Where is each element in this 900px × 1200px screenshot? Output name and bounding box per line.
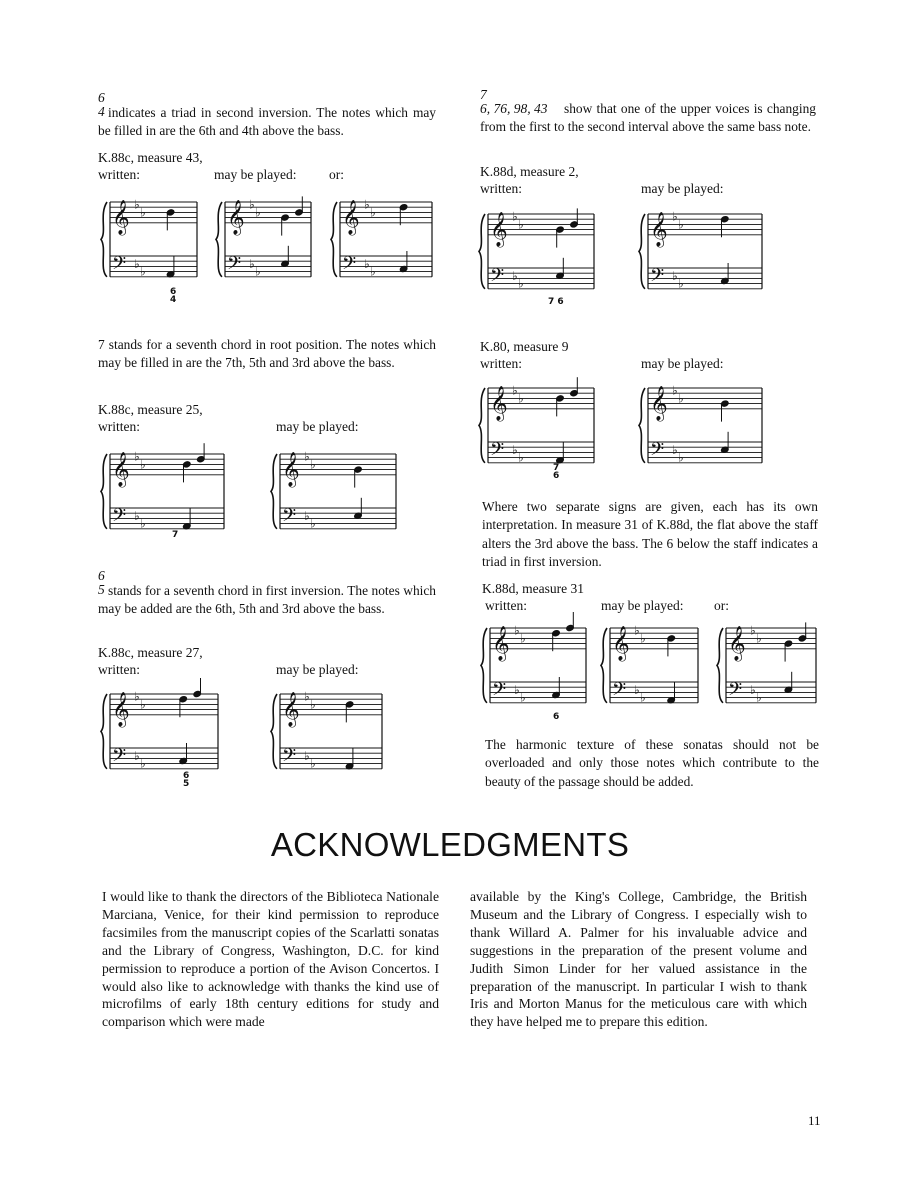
- treble-clef-icon: 𝄞: [492, 625, 510, 661]
- may-be-played-label: may be played:: [214, 167, 297, 182]
- written-label: written:: [480, 356, 522, 371]
- treble-clef-icon: 𝄞: [342, 199, 360, 235]
- treble-clef-icon: 𝄞: [282, 691, 300, 727]
- key-signature-flat-icon: ♭: [678, 391, 684, 406]
- bass-clef-icon: 𝄢: [112, 505, 127, 531]
- treble-clef-icon: 𝄞: [490, 211, 508, 247]
- key-signature-flat-icon: ♭: [310, 516, 316, 531]
- key-signature-flat-icon: ♭: [518, 217, 524, 232]
- brace: [479, 214, 485, 289]
- key-signature-flat-icon: ♭: [518, 391, 524, 406]
- key-signature-flat-icon: ♭: [672, 442, 678, 457]
- paragraph-changing-voices: show that one of the upper voices is changing from the first to the second interval above the same bass note.: [480, 101, 816, 135]
- written-label: written:: [98, 419, 140, 434]
- figured-bass: 6: [553, 712, 560, 722]
- bass-clef-icon: 𝄢: [492, 679, 507, 705]
- key-signature-flat-icon: ♭: [134, 449, 140, 464]
- may-be-played-label: may be played:: [641, 181, 724, 196]
- key-signature-flat-icon: ♭: [134, 748, 140, 763]
- bass-clef-icon: 𝄢: [490, 439, 505, 465]
- paragraph-seventh-root: 7 stands for a seventh chord in root position. The notes which may be filled in are the 7th, 5th and 3rd above the bass.: [98, 337, 436, 371]
- key-signature-flat-icon: ♭: [520, 631, 526, 646]
- key-signature-flat-icon: ♭: [756, 690, 762, 705]
- paragraph-seventh-first-inversion: stands for a seventh chord in first inversion. The notes which may be added are the 6th, 5th and 3rd above the bass.: [98, 583, 436, 617]
- key-signature-flat-icon: ♭: [512, 209, 518, 224]
- key-signature-flat-icon: ♭: [756, 631, 762, 646]
- figured-bass: 6 4: [170, 287, 177, 305]
- key-signature-flat-icon: ♭: [678, 276, 684, 291]
- treble-clef-icon: 𝄞: [227, 199, 245, 235]
- key-signature-flat-icon: ♭: [518, 276, 524, 291]
- treble-clef-icon: 𝄞: [112, 691, 130, 727]
- brace: [271, 454, 277, 529]
- key-signature-flat-icon: ♭: [134, 689, 140, 704]
- key-signature-flat-icon: ♭: [134, 508, 140, 523]
- brace: [101, 694, 107, 769]
- acknowledgments-left-column: I would like to thank the directors of the Biblioteca Nationale Marciana, Venice, for their kind permission to reproduce facsimiles from the manuscript copies of the Scarlatti sonatas and the Library of Congress, Washington, D.C. for kind permission to reproduce a portion of the Avison Concertos. I would also like to acknowledge with thanks the kind use of microfilms of early 18th century editions for study and comparison which were made: [102, 889, 439, 1030]
- figure-6-4: 6 4: [98, 90, 105, 119]
- key-signature-flat-icon: ♭: [310, 756, 316, 771]
- key-signature-flat-icon: ♭: [140, 457, 146, 472]
- written-label: written:: [98, 662, 140, 677]
- key-signature-flat-icon: ♭: [140, 264, 146, 279]
- written-label: written:: [98, 167, 140, 182]
- figured-bass: 6 5: [183, 771, 190, 789]
- key-signature-flat-icon: ♭: [750, 623, 756, 638]
- treble-clef-icon: 𝄞: [490, 385, 508, 421]
- key-signature-flat-icon: ♭: [364, 197, 370, 212]
- key-signature-flat-icon: ♭: [304, 748, 310, 763]
- bass-clef-icon: 𝄢: [282, 505, 297, 531]
- key-signature-flat-icon: ♭: [255, 264, 261, 279]
- key-signature-flat-icon: ♭: [512, 442, 518, 457]
- key-signature-flat-icon: ♭: [512, 383, 518, 398]
- brace: [601, 628, 607, 703]
- page-number: 11: [808, 1113, 821, 1128]
- brace: [101, 202, 107, 277]
- key-signature-flat-icon: ♭: [140, 756, 146, 771]
- or-label: or:: [714, 598, 729, 613]
- bass-clef-icon: 𝄢: [112, 745, 127, 771]
- treble-clef-icon: 𝄞: [650, 385, 668, 421]
- acknowledgments-right-column: available by the King's College, Cambridge, the British Museum and the Library of Congress. I especially wish to thank Willard A. Palmer for his invaluable advice and suggestions in the preparation of the present volume and Judith Simon Linder for her valued assistance in the preparation of the manuscript. In particular I wish to thank Iris and Morton Manus for the meticulous care with which they have helped me to prepare this edition.: [470, 889, 807, 1030]
- treble-clef-icon: 𝄞: [650, 211, 668, 247]
- brace: [479, 388, 485, 463]
- bass-clef-icon: 𝄢: [650, 439, 665, 465]
- key-signature-flat-icon: ♭: [140, 516, 146, 531]
- brace: [216, 202, 222, 277]
- bass-clef-icon: 𝄢: [342, 253, 357, 279]
- music-example: [270, 446, 410, 556]
- brace: [271, 694, 277, 769]
- figured-bass: 7 6: [548, 297, 564, 307]
- may-be-played-label: may be played:: [601, 598, 684, 613]
- key-signature-flat-icon: ♭: [678, 450, 684, 465]
- key-signature-flat-icon: ♭: [249, 256, 255, 271]
- key-signature-flat-icon: ♭: [672, 383, 678, 398]
- may-be-played-label: may be played:: [276, 662, 359, 677]
- treble-clef-icon: 𝄞: [728, 625, 746, 661]
- key-signature-flat-icon: ♭: [134, 197, 140, 212]
- key-signature-flat-icon: ♭: [310, 457, 316, 472]
- key-signature-flat-icon: ♭: [140, 697, 146, 712]
- music-example: [100, 686, 240, 796]
- key-signature-flat-icon: ♭: [640, 631, 646, 646]
- paragraph-two-signs: Where two separate signs are given, each has its own interpretation. In measure 31 of K.88d, the flat above the staff alters the 3rd above the bass. The 6 below the staff indicates a triad in first inversion.: [482, 499, 818, 569]
- treble-clef-icon: 𝄞: [112, 199, 130, 235]
- key-signature-flat-icon: ♭: [634, 623, 640, 638]
- key-signature-flat-icon: ♭: [364, 256, 370, 271]
- music-example: [480, 620, 600, 730]
- paragraph-second-inversion: indicates a triad in second inversion. The notes which may be filled in are the 6th and 4th above the bass.: [98, 105, 436, 139]
- example-label: K.88c, measure 27,: [98, 645, 203, 660]
- treble-clef-icon: 𝄞: [612, 625, 630, 661]
- example-label: K.88c, measure 25,: [98, 402, 203, 417]
- key-signature-flat-icon: ♭: [672, 209, 678, 224]
- example-label: K.80, measure 9: [480, 339, 569, 354]
- music-example: [270, 686, 410, 796]
- bass-clef-icon: 𝄢: [490, 265, 505, 291]
- key-signature-flat-icon: ♭: [750, 682, 756, 697]
- may-be-played-label: may be played:: [641, 356, 724, 371]
- or-label: or:: [329, 167, 344, 182]
- music-example: [100, 194, 220, 304]
- music-example: [478, 380, 618, 490]
- key-signature-flat-icon: ♭: [634, 682, 640, 697]
- music-example: [330, 194, 450, 304]
- example-label: K.88d, measure 31: [482, 581, 584, 596]
- may-be-played-label: may be played:: [276, 419, 359, 434]
- bass-clef-icon: 𝄢: [112, 253, 127, 279]
- bass-clef-icon: 𝄢: [282, 745, 297, 771]
- music-example: [215, 194, 335, 304]
- brace: [331, 202, 337, 277]
- key-signature-flat-icon: ♭: [512, 268, 518, 283]
- bass-clef-icon: 𝄢: [728, 679, 743, 705]
- bass-clef-icon: 𝄢: [227, 253, 242, 279]
- key-signature-flat-icon: ♭: [520, 690, 526, 705]
- key-signature-flat-icon: ♭: [304, 449, 310, 464]
- music-example: [638, 380, 778, 490]
- music-example: [716, 620, 836, 730]
- key-signature-flat-icon: ♭: [310, 697, 316, 712]
- key-signature-flat-icon: ♭: [518, 450, 524, 465]
- music-example: [600, 620, 720, 730]
- brace: [101, 454, 107, 529]
- key-signature-flat-icon: ♭: [370, 205, 376, 220]
- brace: [717, 628, 723, 703]
- bass-clef-icon: 𝄢: [612, 679, 627, 705]
- brace: [481, 628, 487, 703]
- figured-bass: 7: [172, 530, 179, 540]
- key-signature-flat-icon: ♭: [304, 508, 310, 523]
- music-example: [638, 206, 778, 316]
- example-label: K.88c, measure 43,: [98, 150, 203, 165]
- written-label: written:: [485, 598, 527, 613]
- treble-clef-icon: 𝄞: [112, 451, 130, 487]
- figure-76-98-43: 7 6, 76, 98, 43: [480, 87, 548, 116]
- example-label: K.88d, measure 2,: [480, 164, 579, 179]
- key-signature-flat-icon: ♭: [134, 256, 140, 271]
- brace: [639, 214, 645, 289]
- key-signature-flat-icon: ♭: [514, 623, 520, 638]
- key-signature-flat-icon: ♭: [640, 690, 646, 705]
- key-signature-flat-icon: ♭: [370, 264, 376, 279]
- brace: [639, 388, 645, 463]
- key-signature-flat-icon: ♭: [304, 689, 310, 704]
- treble-clef-icon: 𝄞: [282, 451, 300, 487]
- key-signature-flat-icon: ♭: [672, 268, 678, 283]
- key-signature-flat-icon: ♭: [678, 217, 684, 232]
- figure-6-5: 6 5: [98, 568, 105, 597]
- key-signature-flat-icon: ♭: [255, 205, 261, 220]
- written-label: written:: [480, 181, 522, 196]
- paragraph-harmonic-texture: The harmonic texture of these sonatas should not be overloaded and only those notes which contribute to the beauty of the passage should be added.: [485, 737, 819, 789]
- key-signature-flat-icon: ♭: [140, 205, 146, 220]
- acknowledgments-heading: ACKNOWLEDGMENTS: [270, 826, 630, 863]
- music-example: [100, 446, 240, 556]
- key-signature-flat-icon: ♭: [514, 682, 520, 697]
- bass-clef-icon: 𝄢: [650, 265, 665, 291]
- key-signature-flat-icon: ♭: [249, 197, 255, 212]
- figured-bass: 7 6: [553, 463, 560, 481]
